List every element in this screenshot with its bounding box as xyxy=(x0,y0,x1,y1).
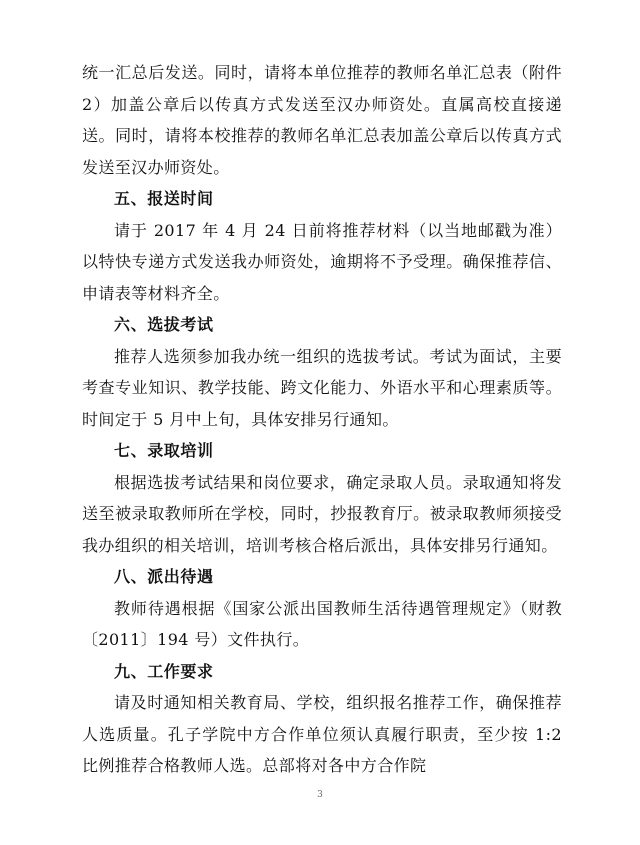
body-paragraph: 请及时通知相关教育局、学校，组织报名推荐工作，确保推荐人选质量。孔子学院中方合作单位须认真履行职责，至少按 1:2 比例推荐合格教师人选。总部将对各中方合作院 xyxy=(82,693,562,775)
body-paragraph: 根据选拔考试结果和岗位要求，确定录取人员。录取通知将发送至被录取教师所在学校，同时，抄报教育厅。被录取教师须接受我办组织的相关培训，培训考核合格后派出，具体安排另行通知。 xyxy=(82,472,562,555)
document-body xyxy=(82,57,562,782)
section-heading-work-requirements: 九、工作要求 xyxy=(114,661,214,681)
body-paragraph: 教师待遇根据《国家公派出国教师生活待遇管理规定》（财教〔2011〕194 号）文件执行。 xyxy=(82,598,562,649)
body-paragraph: 统一汇总后发送。同时，请将本单位推荐的教师名单汇总表（附件 2）加盖公章后以传真方式发送至汉办师资处。直属高校直接递送。同时，请将本校推荐的教师名单汇总表加盖公章后以传真方式发送至汉办师资处。 xyxy=(82,63,562,177)
section-heading-selection-exam: 六、选拔考试 xyxy=(114,315,214,334)
body-paragraph: 推荐人选须参加我办统一组织的选拔考试。考试为面试，主要考查专业知识、教学技能、跨文化能力、外语水平和心理素质等。时间定于 5 月中上旬，具体安排另行通知。 xyxy=(82,346,562,429)
body-paragraph: 请于 2017 年 4 月 24 日前将推荐材料（以当地邮戳为准）以特快专递方式发送我办师资处，逾期将不予受理。确保推荐信、申请表等材料齐全。 xyxy=(82,220,562,303)
section-heading-dispatch-benefits: 八、派出待遇 xyxy=(114,567,214,586)
page-number: 3 xyxy=(317,790,323,800)
section-heading-submission-time: 五、报送时间 xyxy=(114,189,214,208)
section-heading-admission-training: 七、录取培训 xyxy=(114,441,214,460)
